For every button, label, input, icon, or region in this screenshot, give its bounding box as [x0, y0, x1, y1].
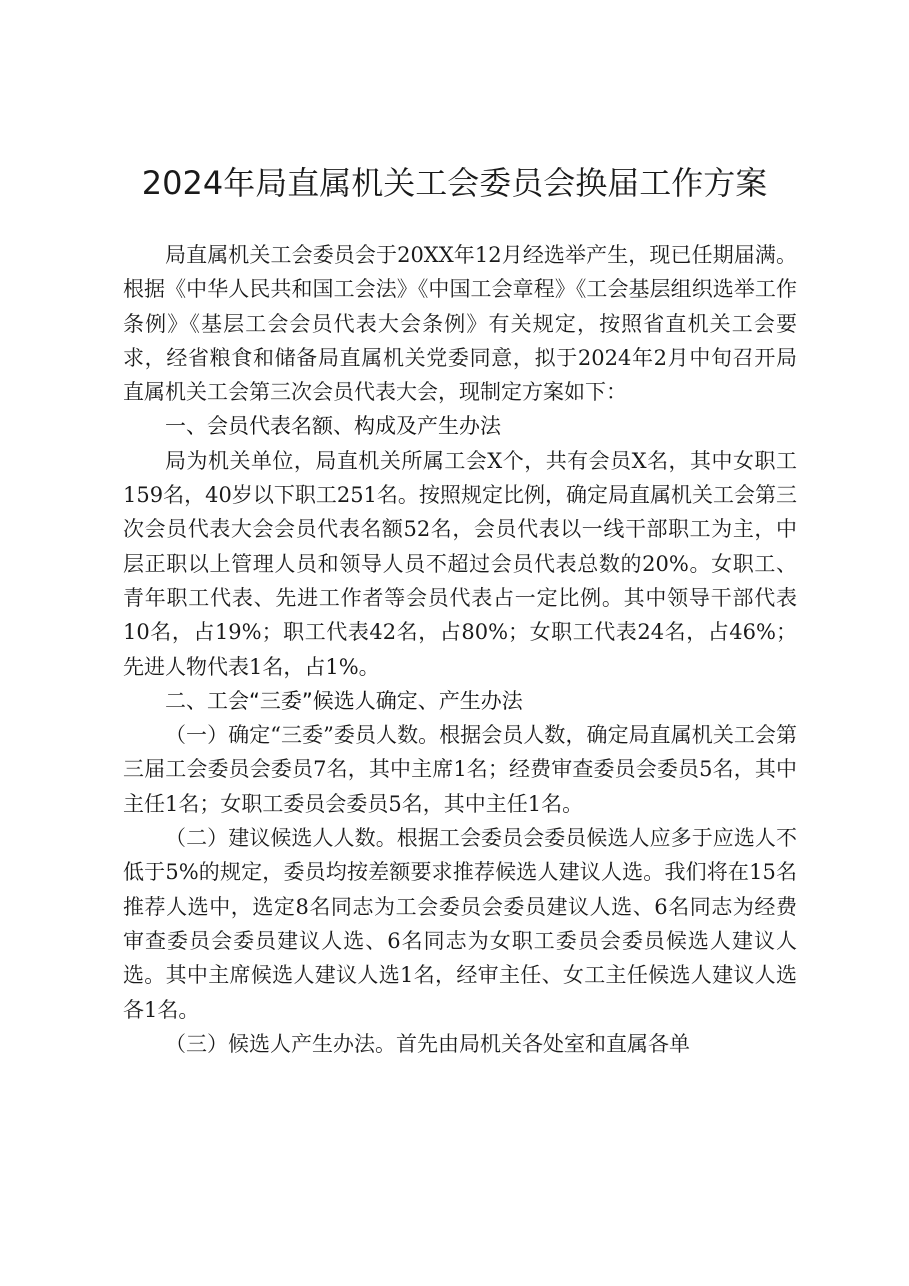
document-title: 2024年局直属机关工会委员会换届工作方案 [141, 164, 768, 202]
section2-item-1: （一）确定“三委”委员人数。根据会员人数，确定局直属机关工会第三届工会委员会委员7名，其中主席1名；经费审查委员会委员5名，其中主任1名；女职工委员会委员5名，其中主任1名。 [123, 723, 797, 816]
section2-item-3: （三）候选人产生办法。首先由局机关各处室和直属各单 [165, 1031, 690, 1056]
section2-item-2: （二）建议候选人人数。根据工会委员会委员候选人应多于应选人不低于5%的规定，委员均按差额要求推荐候选人建议人选。我们将在15名推荐人选中，选定8名同志为工会委员会委员建议人选、6名同志为经费审查委员会委员建议人选、6名同志为女职工委员会委员候选人建议人选。其中主席候选人建议人选1名，经审主任、女工主任候选人建议人选各1名。 [123, 826, 797, 1022]
section-heading-1: 一、会员代表名额、构成及产生办法 [165, 414, 501, 439]
document-body [123, 238, 797, 1061]
intro-paragraph: 局直属机关工会委员会于20XX年12月经选举产生，现已任期届满。根据《中华人民共和国工会法》《中国工会章程》《工会基层组织选举工作条例》《基层工会会员代表大会条例》有关规定，按照省直机关工会要求，经省粮食和储备局直属机关党委同意，拟于2024年2月中旬召开局直属机关工会第三次会员代表大会，现制定方案如下： [123, 243, 797, 405]
section-heading-2: 二、工会“三委”候选人确定、产生办法 [165, 688, 523, 713]
section1-paragraph: 局为机关单位，局直机关所属工会X个，共有会员X名，其中女职工159名，40岁以下职工251名。按照规定比例，确定局直属机关工会第三次会员代表大会会员代表名额52名，会员代表以一线干部职工为主，中层正职以上管理人员和领导人员不超过会员代表总数的20%。女职工、青年职工代表、先进工作者等会员代表占一定比例。其中领导干部代表10名，占19%；职工代表42名，占80%；女职工代表24名，占46%；先进人物代表1名，占1%。 [123, 448, 797, 679]
